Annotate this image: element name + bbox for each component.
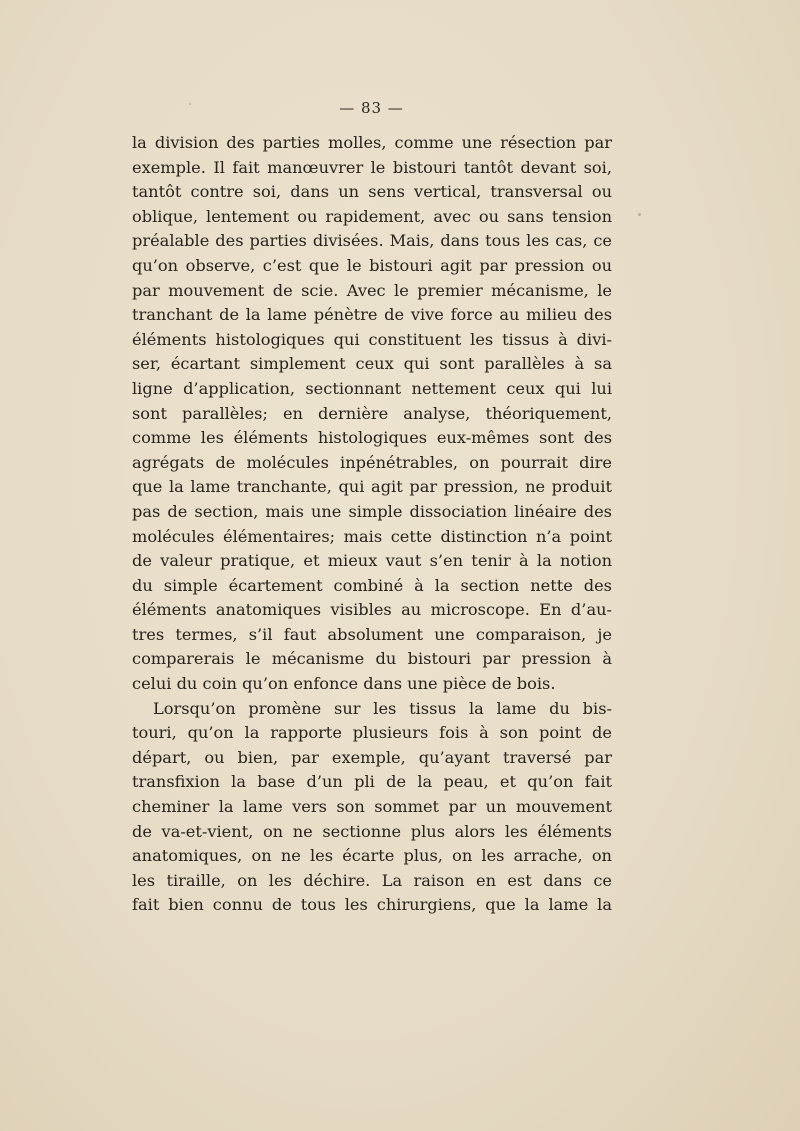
text-line: de valeur pratique, et mieux vaut s’en tenir à la notion — [132, 551, 612, 571]
text-line: fait bien connu de tous les chirurgiens, que la lame la — [132, 895, 612, 915]
text-line: anatomiques, on ne les écarte plus, on les arrache, on — [132, 846, 612, 866]
text-line: ser, écartant simplement ceux qui sont parallèles à sa — [132, 354, 612, 374]
text-line: agrégats de molécules inpénétrables, on pourrait dire — [132, 452, 612, 472]
text-line: oblique, lentement ou rapidement, avec ou sans tension — [132, 206, 612, 226]
text-line: les tiraille, on les déchire. La raison en est dans ce — [132, 870, 612, 890]
text-line: du simple écartement combiné à la section nette des — [132, 575, 612, 595]
text-line: qu’on observe, c’est que le bistouri agit par pression ou — [132, 255, 612, 275]
text-line: transfixion la base d’un pli de la peau, et qu’on fait — [132, 772, 612, 792]
text-line: exemple. Il fait manœuvrer le bistouri tantôt devant soi, — [132, 157, 612, 177]
text-line: départ, ou bien, par exemple, qu’ayant traversé par — [132, 747, 612, 767]
text-line: par mouvement de scie. Avec le premier mécanisme, le — [132, 280, 612, 300]
text-line: cheminer la lame vers son sommet par un mouvement — [132, 797, 612, 817]
text-line: la division des parties molles, comme une résection par — [132, 133, 612, 152]
paper-speck — [638, 213, 641, 216]
text-line: molécules élémentaires; mais cette distinction n’a point — [132, 526, 612, 546]
text-line: celui du coin qu’on enfonce dans une pièce de bois. — [132, 674, 556, 694]
text-line: de va-et-vient, on ne sectionne plus alors les éléments — [132, 821, 612, 841]
text-line: comparerais le mécanisme du bistouri par pression à — [132, 649, 612, 669]
text-line: éléments anatomiques visibles au microscope. En d’au- — [132, 600, 612, 620]
text-line: que la lame tranchante, qui agit par pression, ne produit — [132, 477, 612, 497]
text-line: ligne d’application, sectionnant nettement ceux qui lui — [132, 378, 612, 398]
text-line: tranchant de la lame pénètre de vive force au milieu des — [132, 305, 612, 325]
page-number: — 83 — — [339, 99, 404, 117]
text-line: comme les éléments histologiques eux-mêmes sont des — [132, 428, 612, 448]
text-line: pas de section, mais une simple dissociation linéaire des — [132, 501, 612, 521]
text-line: tres termes, s’il faut absolument une comparaison, je — [132, 624, 612, 644]
text-line: tantôt contre soi, dans un sens vertical, transversal ou — [132, 182, 612, 202]
text-line: sont parallèles; en dernière analyse, théoriquement, — [132, 403, 612, 423]
text-line: éléments histologiques qui constituent les tissus à divi- — [132, 329, 612, 349]
text-line: touri, qu’on la rapporte plusieurs fois à son point de — [132, 723, 612, 743]
body-text — [132, 131, 612, 918]
paragraph-first-line: Lorsqu’on promène sur les tissus la lame du bis- — [153, 698, 612, 718]
text-line: préalable des parties divisées. Mais, dans tous les cas, ce — [132, 231, 612, 251]
